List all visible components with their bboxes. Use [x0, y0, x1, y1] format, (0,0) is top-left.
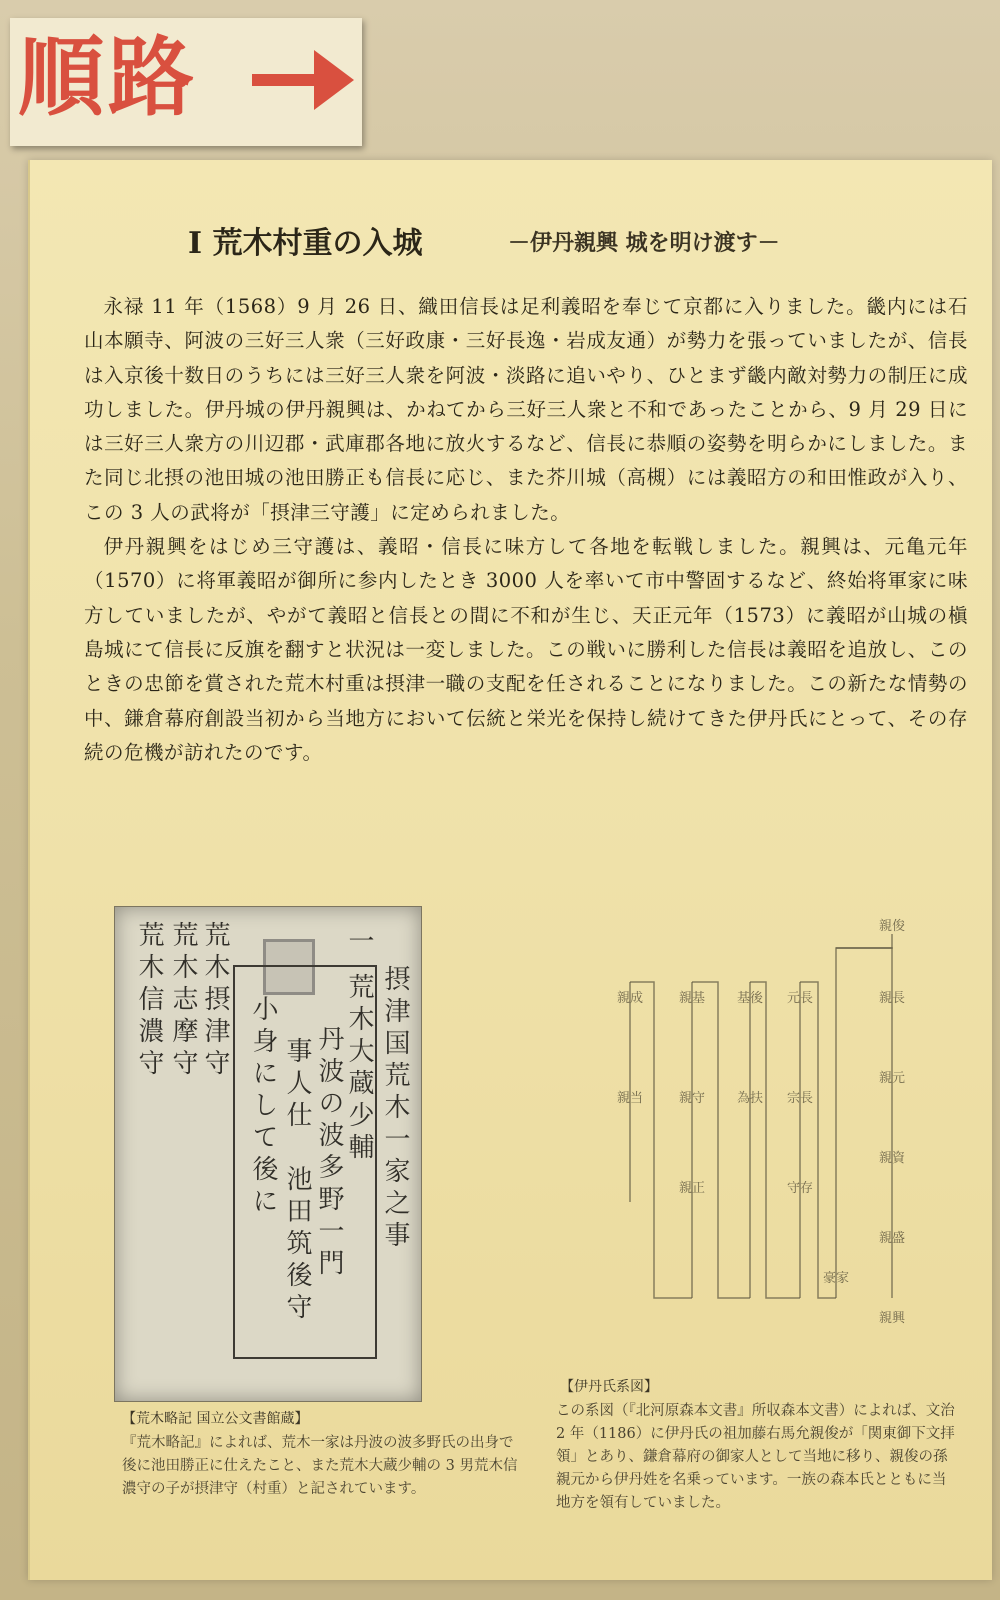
panel-title: I 荒木村重の入城 [188, 226, 423, 261]
genealogy-name: 親成 [616, 991, 644, 1006]
document-column: 小身にして後に [248, 995, 278, 1219]
right-arrow-icon [248, 40, 358, 120]
genealogy-name: 為扶 [736, 1091, 764, 1106]
genealogy-name: 親元 [878, 1071, 906, 1086]
genealogy-name: 基後 [736, 991, 764, 1006]
genealogy-chart [570, 872, 990, 1382]
genealogy-name: 豪家 [822, 1271, 850, 1286]
genealogy-name: 親基 [678, 991, 706, 1006]
document-caption: 【荒木略記 国立公文書館蔵】 [122, 1411, 309, 1427]
document-column: 荒木信濃守 [134, 921, 164, 1081]
document-column: 荒木摂津守 [200, 921, 230, 1081]
paragraph: 伊丹親興をはじめ三守護は、義昭・信長に味方して各地を転戦しました。親興は、元亀元年（1570）に将軍義昭が御所に参内したとき 3000 人を率いて市中警固するなど、終始将軍家に味方していましたが、やがて義昭と信長との間に不和が生じ、天正元年（1573）に義昭が山城の槇島城にて信長に反旗を翻すと状況は一変しました。この戦いに勝利した信長は義昭を追放し、このときの忠節を賞された荒木村重は摂津一職の支配を任されることになりました。この新たな情勢の中、鎌倉幕府創設当初から当地方において伝統と栄光を保持し続けてきた伊丹氏にとって、その存続の危機が訪れたのです。 [84, 535, 968, 764]
genealogy-name: 親興 [878, 1311, 906, 1326]
document-photo [114, 906, 422, 1402]
genealogy-name: 守存 [786, 1181, 814, 1196]
genealogy-name: 宗長 [786, 1091, 814, 1106]
genealogy-name: 親正 [678, 1181, 706, 1196]
route-sign-text: 順路 [18, 28, 198, 128]
paragraph: 永禄 11 年（1568）9 月 26 日、織田信長は足利義昭を奉じて京都に入りました。畿内には石山本願寺、阿波の三好三人衆（三好政康・三好長逸・岩成友通）が勢力を張っていましたが、信長は入京後十数日のうちには三好三人衆を阿波・淡路に追いやり、ひとまず畿内敵対勢力の制圧に成功しました。伊丹城の伊丹親興は、かねてから三好三人衆と不和であったことから、9 月 29 日には三好三人衆方の川辺郡・武庫郡各地に放火するなど、信長に恭順の姿勢を明らかにしました。また同じ北摂の池田城の池田勝正も信長に応じ、また芥川城（高槻）には義昭方の和田惟政が入り、この 3 人の武将が「摂津三守護」に定められました。 [84, 295, 968, 524]
genealogy-name: 元長 [786, 991, 814, 1006]
genealogy-name: 親当 [616, 1091, 644, 1106]
genealogy-caption: 【伊丹氏系図】 [560, 1379, 658, 1395]
genealogy-name: 親長 [878, 991, 906, 1006]
route-sign [10, 18, 362, 146]
exhibit-panel [28, 160, 992, 1580]
genealogy-name: 親俊 [878, 919, 906, 934]
document-column: 一 荒木大蔵少輔 [344, 927, 374, 1166]
panel-body [84, 290, 968, 770]
document-column: 摂津国荒木一家之事 [380, 965, 410, 1253]
genealogy-description: この系図（『北河原森本文書』所収森本文書）によれば、文治 2 年（1186）に伊丹氏の祖加藤右馬允親俊が「関東御下文拝領」とあり、鎌倉幕府の御家人として当地に移り、親俊の孫親元から伊丹姓を名乗っています。一族の森本氏とともに当地方を領有していました。 [556, 1403, 955, 1511]
document-column: 荒木志摩守 [168, 921, 198, 1081]
document-column: 丹波の波多野一門 [314, 1025, 344, 1281]
genealogy-name: 親盛 [878, 1231, 906, 1246]
genealogy-name: 親資 [878, 1151, 906, 1166]
panel-subtitle: －伊丹親興 城を明け渡す－ [508, 230, 780, 256]
document-description: 『荒木略記』によれば、荒木一家は丹波の波多野氏の出身で後に池田勝正に仕えたこと、また荒木大蔵少輔の 3 男荒木信濃守の子が摂津守（村重）と記されています。 [122, 1435, 518, 1497]
document-column: 事人仕 池田筑後守 [282, 1037, 312, 1325]
genealogy-name: 親守 [678, 1091, 706, 1106]
